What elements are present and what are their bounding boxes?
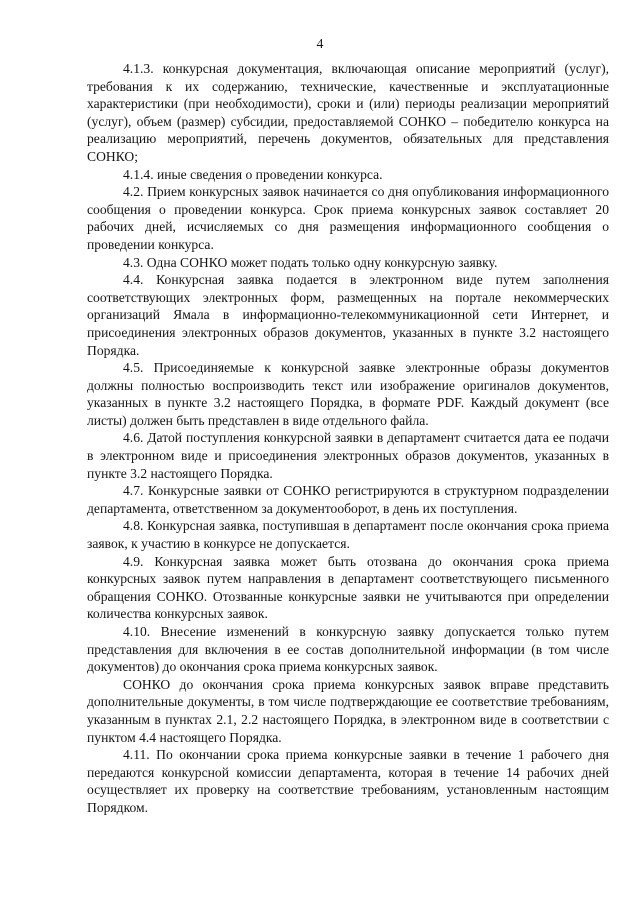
paragraph-4-6: 4.6. Датой поступления конкурсной заявки в департамент считается дата ее подачи в электронном виде и присоединения электронных образов документов, указанных в пункте 3.2 настоящего Порядка. bbox=[87, 430, 609, 481]
paragraph-4-7: 4.7. Конкурсные заявки от СОНКО регистрируются в структурном подразделении департамента, ответственном за документооборот, в день их поступления. bbox=[87, 483, 609, 516]
paragraph-4-1-4: 4.1.4. иные сведения о проведении конкурса. bbox=[123, 166, 383, 182]
paragraph-4-8: 4.8. Конкурсная заявка, поступившая в департамент после окончания срока приема заявок, к участию в конкурсе не допускается. bbox=[87, 518, 609, 552]
paragraph-sonko-additional-documents: СОНКО до окончания срока приема конкурсных заявок вправе представить дополнительные документы, в том числе подтверждающие ее соответствие требованиям, указанным в пунктах 2.1, 2.2 настоящего Порядка, в электронном виде в соответствии с пунктом 4.4 настоящего Порядка. bbox=[87, 676, 609, 745]
paragraph-4-9: 4.9. Конкурсная заявка может быть отозвана до окончания срока приема конкурсных заявок путем направления в департамент соответствующего письменного обращения СОНКО. Отозванные конкурсные заявки не учитываются при определении количества конкурсных заявок. bbox=[87, 553, 609, 622]
document-body bbox=[87, 60, 609, 817]
paragraph-4-11: 4.11. По окончании срока приема конкурсные заявки в течение 1 рабочего дня передаются конкурсной комиссии департамента, которая в течение 14 рабочих дней осуществляет их проверку на соответствие требованиям, установленным настоящим Порядком. bbox=[87, 747, 609, 815]
paragraph-4-10: 4.10. Внесение изменений в конкурсную заявку допускается только путем представления для включения в ее состав дополнительной информации (в том числе документов) до окончания срока приема конкурсных заявок. bbox=[87, 624, 609, 675]
paragraph-4-1-3: 4.1.3. конкурсная документация, включающая описание мероприятий (услуг), требования к их содержанию, технические, качественные и эксплуатационные характеристики (при необходимости), сроки и (или) периоды реализации мероприятий (услуг), объем (размер) субсидии, предоставляемой СОНКО – победителю конкурса на реализацию мероприятий, перечень документов, обязательных для представления СОНКО; bbox=[87, 61, 609, 164]
paragraph-4-4: 4.4. Конкурсная заявка подается в электронном виде путем заполнения соответствующих электронных форм, размещенных на портале некоммерческих организаций Ямала в информационно-телекоммуникационной сети Интернет, и присоединения электронных образов документов, указанных в пункте 3.2 настоящего Порядка. bbox=[87, 272, 609, 358]
paragraph-4-5: 4.5. Присоединяемые к конкурсной заявке электронные образы документов должны полностью воспроизводить текст или изображение оригиналов документов, указанных в пункте 3.2 настоящего Порядка, в формате PDF. Каждый документ (все листы) должен быть представлен в виде отдельного файла. bbox=[87, 360, 609, 428]
paragraph-4-3: 4.3. Одна СОНКО может подать только одну конкурсную заявку. bbox=[123, 254, 498, 270]
page-number: 4 bbox=[316, 36, 324, 51]
paragraph-4-2: 4.2. Прием конкурсных заявок начинается со дня опубликования информационного сообщения о проведении конкурса. Срок приема конкурсных заявок составляет 20 рабочих дней, исчисляемых со дня размещения информационного сообщения о проведении конкурса. bbox=[87, 184, 609, 252]
